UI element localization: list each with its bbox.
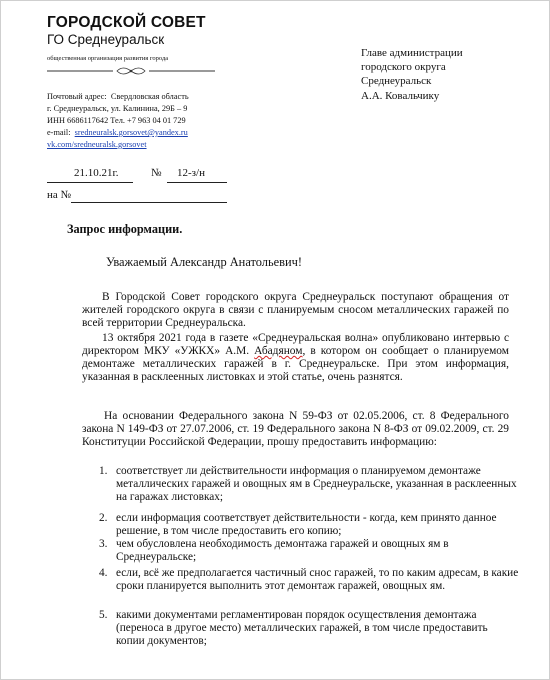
recipient-line-4: А.А. Ковальчику [361,89,440,102]
recipient-block [361,46,531,103]
reference-label: на № [47,189,72,201]
list-item-number: 2. [99,512,108,524]
paragraph-3: На основании Федерального закона N 59-ФЗ от 02.05.2006, ст. 8 Федерального закона N 149-ФЗ от 27.07.2006, ст. 19 Федерального закона N 8-ФЗ от 09.02.2009, ст. 29 Конституции Российской Федерации, прошу предоставить информацию: [82,410,509,448]
email-link[interactable]: sredneuralsk.gorsovet@yandex.ru [74,128,188,137]
email-label: e-mail: [47,128,71,137]
number-label: № [151,167,162,179]
outgoing-date: 21.10.21г. [74,167,119,179]
list-item-number: 3. [99,538,108,550]
list-item-text: если, всё же предполагается частичный снос гаражей, то по каким адресам, в какие сроки планируется выполнить этот демонтаж гаражей, овощных ям. [116,567,519,592]
list-item [99,609,519,648]
org-subtitle: ГО Среднеуральск [47,32,165,47]
document-heading: Запрос информации. [67,222,183,236]
list-item-number: 1. [99,465,108,477]
paragraph-2-start: 13 октября 2021 года в газете «Среднеуральская волна» опубликовано интервью с директором МКУ «УЖКХ» А.М. [82,332,509,357]
recipient-line-2: городского округа [361,61,446,74]
list-item [99,512,519,538]
postal-address-line [47,93,189,101]
paragraph-2 [82,332,509,384]
inn-phone: ИНН 6686117642 Тел. +7 963 04 01 729 [47,116,186,125]
salutation: Уважаемый Александр Анатольевич! [106,255,302,269]
list-item-number: 4. [99,567,108,579]
vk-line [47,141,147,149]
list-item-number: 5. [99,609,108,621]
list-item-text: соответствует ли действительности информация о планируемом демонтаже металлических гаражей и овощных ям в Среднеуральске, указанная в расклеенных на гаражах листовках; [116,465,517,503]
org-tagline: общественная организация развития города [47,55,169,62]
postal-address-region: Свердловская область [110,92,189,101]
vk-link[interactable]: vk.com/sredneuralsk.gorsovet [47,140,147,149]
number-underline [167,182,227,183]
list-item [99,465,519,504]
paragraph-2-name: Абадяном [254,344,303,357]
postal-address-label: Почтовый адрес: [47,92,107,101]
list-item [99,567,519,593]
postal-address-street: г. Среднеуральск, ул. Калинина, 29Б – 9 [47,104,188,113]
list-item-text: какими документами регламентирован порядок осуществления демонтажа (переноса в другое место) металлических гаражей, в том числе предоставить копии документов; [116,609,488,647]
list-item-text: чем обусловлена необходимость демонтажа гаражей и овощных ям в Среднеуральске; [116,538,449,563]
list-item [99,538,519,564]
org-title: ГОРОДСКОЙ СОВЕТ [47,14,206,31]
recipient-line-3: Среднеуральск [361,75,432,88]
email-line [47,129,188,137]
reference-underline [71,202,227,203]
date-underline [47,182,133,183]
outgoing-number: 12-з/н [177,167,205,179]
paragraph-1: В Городской Совет городского округа Среднеуральск поступают обращения от жителей городского округа в связи с планируемым сносом металлических гаражей по всей территории Среднеуральска. [82,291,509,329]
recipient-line-1: Главе администрации [361,47,463,59]
ornament-divider-icon [47,65,215,77]
list-item-text: если информация соответствует действительности - когда, кем принято данное решение, в том числе предоставить его копию; [116,512,497,537]
paragraph-2-end: , в котором он сообщает о планируемом демонтаже металлических гаражей в г. Среднеуральске. При этом информация, указанная в расклеенных листовках и этой статье, очень разнятся. [82,344,509,383]
